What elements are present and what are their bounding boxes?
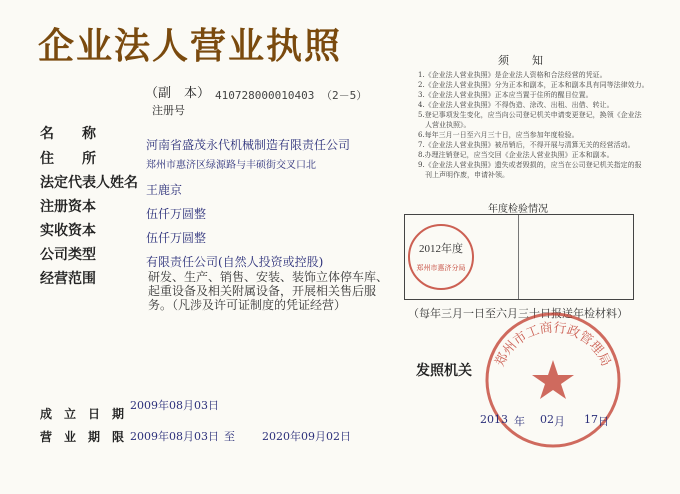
- registration-number: 410728000010403 （2－5）: [215, 89, 368, 102]
- issue-month: 02: [540, 413, 554, 426]
- notice-item: 2.《企业法人营业执照》分为正本和副本，正本和副本具有同等法律效力。: [418, 81, 649, 89]
- notice-item: 3.《企业法人营业执照》正本应当置于住所的醒目位置。: [418, 91, 593, 99]
- paid-in-capital-label: 实收资本: [40, 223, 96, 239]
- notice-item: 1.《企业法人营业执照》是企业法人资格和合法经营的凭证。: [418, 71, 607, 79]
- issue-day-unit: 日: [598, 415, 609, 428]
- term-to-label: 至: [224, 430, 235, 443]
- issue-day: 17: [584, 413, 598, 426]
- notice-list: [418, 70, 658, 180]
- issuing-authority-label: 发照机关: [416, 363, 472, 379]
- company-name-value: 河南省盛茂永代机械制造有限责任公司: [146, 138, 351, 152]
- legal-rep-value: 王鹿京: [146, 183, 183, 197]
- stamp-date-text: 2012年度: [419, 243, 463, 255]
- business-term-label: 营 业 期 限: [40, 430, 125, 444]
- business-scope-label: 经营范围: [40, 271, 96, 287]
- company-type-value: 有限责任公司(自然人投资或控股): [146, 255, 324, 269]
- notice-item: 9.《企业法人营业执照》遗失或者毁损的，应当在公司登记机关指定的报: [418, 161, 642, 169]
- inspection-note: （每年三月一日至六月三十日报送年检材料）: [408, 307, 628, 320]
- copy-label: （副 本）: [145, 86, 211, 101]
- name-label: 名 称: [40, 126, 96, 142]
- company-type-label: 公司类型: [40, 247, 96, 263]
- issue-month-unit: 月: [554, 415, 565, 428]
- issue-year: 2013: [480, 413, 508, 426]
- registration-number-label: 注册号: [152, 104, 185, 117]
- registered-capital-value: 伍仟万圆整: [146, 207, 207, 221]
- stamp-ring: [409, 225, 473, 289]
- address-value: 郑州市惠济区绿源路与丰硕街交叉口北: [146, 160, 316, 171]
- business-scope-value: 研发、生产、销售、安装、装饰立体停车库、起重设备及相关附属设备，开展相关售后服务。（凡涉及许可证制度的凭证经营）: [148, 270, 389, 312]
- issue-year-unit: 年: [514, 415, 525, 428]
- stamp-label-text: 郑州市惠济分局: [416, 264, 466, 272]
- notice-item: 6.每年三月一日至六月三十日，应当参加年度检验。: [418, 131, 579, 139]
- legal-rep-label: 法定代表人姓名: [40, 175, 138, 191]
- notice-item: 人营业执照》。: [418, 121, 471, 129]
- notice-item: 8.办理注销登记，应当交回《企业法人营业执照》正本和副本。: [418, 151, 614, 159]
- established-date-label: 成 立 日 期: [40, 407, 125, 421]
- inspection-title: 年度检验情况: [488, 204, 548, 215]
- issuing-authority-seal: [478, 305, 628, 455]
- registered-capital-label: 注册资本: [40, 199, 96, 215]
- notice-item: 4.《企业法人营业执照》不得伪造、涂改、出租、出借、转让。: [418, 101, 614, 109]
- paid-in-capital-value: 伍仟万圆整: [146, 231, 207, 245]
- notice-title: 须 知: [498, 54, 549, 67]
- notice-item: 7.《企业法人营业执照》被吊销后，不得开展与清算无关的经营活动。: [418, 141, 635, 149]
- address-label: 住 所: [40, 151, 96, 167]
- established-date-value: 2009年08月03日: [130, 399, 219, 412]
- notice-item: 刊上声明作废，申请补领。: [418, 171, 509, 179]
- seal-star-icon: [532, 360, 574, 399]
- inspection-cell: [519, 215, 633, 299]
- term-end-value: 2020年09月02日: [262, 430, 351, 443]
- inspection-stamp: [406, 222, 476, 292]
- seal-text: 郑州市工商行政管理局: [492, 320, 614, 369]
- document-title: 企业法人营业执照: [38, 25, 343, 67]
- notice-item: 5.登记事项发生变化，应当向公司登记机关申请变更登记，换领《企业法: [418, 111, 642, 119]
- term-start-value: 2009年08月03日: [130, 430, 219, 443]
